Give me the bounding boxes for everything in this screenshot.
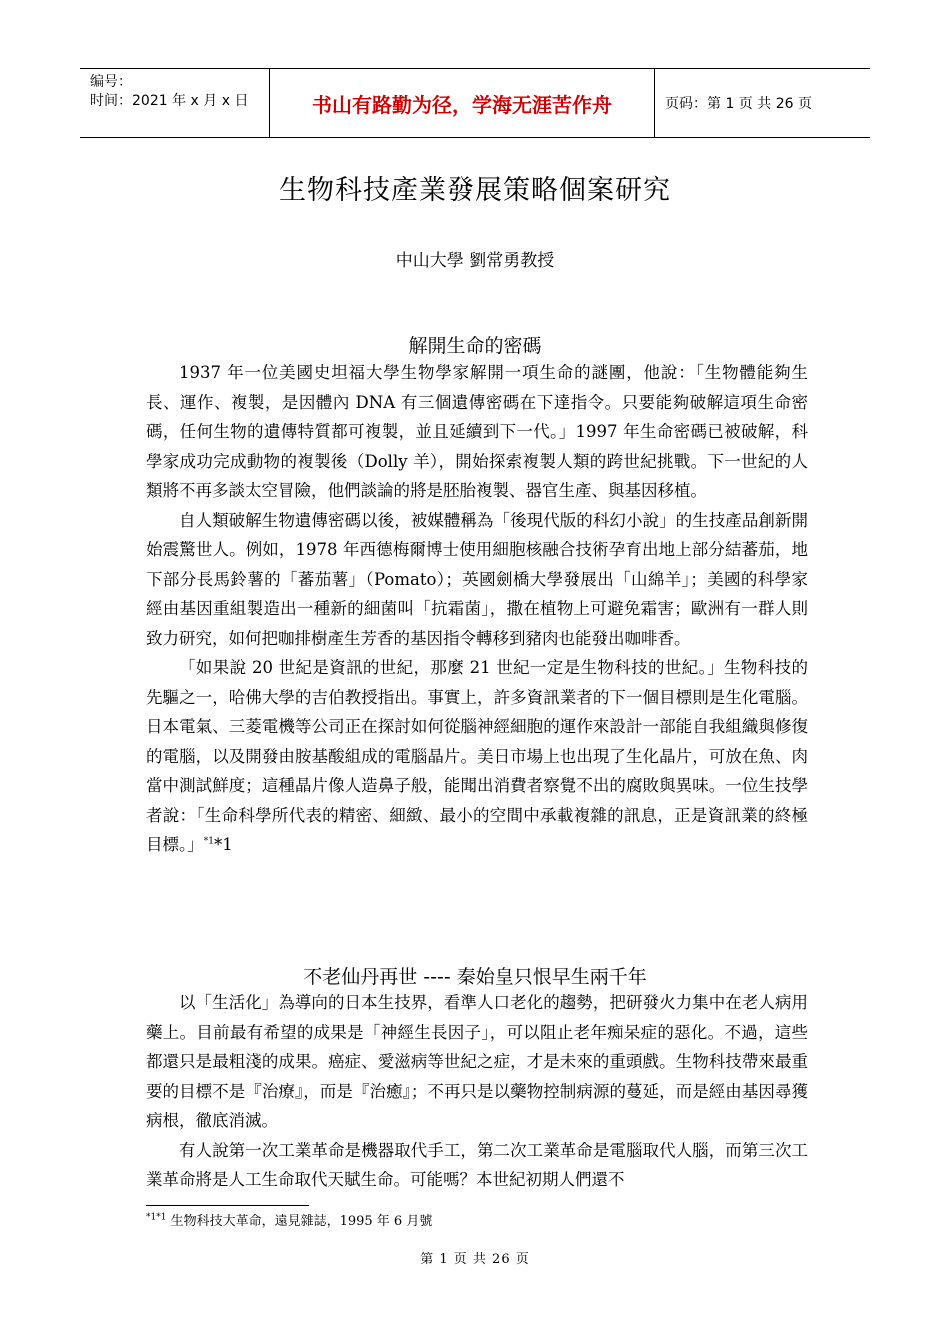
footnote-separator	[146, 1205, 309, 1206]
paragraph-text: 「如果說 20 世紀是資訊的世紀，那麼 21 世紀一定是生物科技的世紀。」生物科技的先驅之一，哈佛大學的吉伯教授指出。事實上，許多資訊業者的下一個目標則是生化電腦。日本電氣、三菱電機等公司正在探討如何從腦神經細胞的運作來設計一部能自我組織與修復的電腦，以及開發由胺基酸組成的電腦晶片。美日市場上也出現了生化晶片，可放在魚、肉當中測試鮮度；這種晶片像人造鼻子般，能聞出消費者察覺不出的腐敗與異味。一位生技學者說：「生命科學所代表的精密、細緻、最小的空間中承載複雜的訊息，正是資訊業的終極目標。」	[146, 658, 808, 854]
footnote-text: 生物科技大革命，遠見雜誌，1995 年 6 月號	[166, 1214, 433, 1229]
page-number-footer: 第 1 页 共 26 页	[420, 1252, 530, 1267]
document-time-label: 时间：2021 年 x 月 x 日	[90, 93, 249, 109]
page-header	[80, 68, 870, 138]
header-meta	[80, 69, 270, 137]
paragraph: 有人說第一次工業革命是機器取代手工，第二次工業革命是電腦取代人腦，而第三次工業革命將是人工生命取代天賦生命。可能嗎？本世紀初期人們還不	[146, 1140, 808, 1189]
paragraph: 以「生活化」為導向的日本生技界，看準人口老化的趨勢，把研發火力集中在老人病用藥上。目前最有希望的成果是「神經生長因子」，可以阻止老年痴呆症的惡化。不過，這些都還只是最粗淺的成果。癌症、愛滋病等世紀之症，才是未來的重頭戲。生物科技帶來最重要的目標不是『治療』，而是『治癒』；不再只是以藥物控制病源的蔓延，而是經由基因尋獲病根，徹底消滅。	[146, 993, 808, 1130]
document-code-label: 编号：	[90, 74, 132, 90]
section-heading-2: 不老仙丹再世 ---- 秦始皇只恨早生兩千年	[303, 966, 647, 988]
footnote-reference: *1	[213, 835, 233, 854]
document-author: 中山大學 劉常勇教授	[395, 251, 555, 271]
paragraph	[146, 653, 808, 860]
header-page-info: 页码：第 1 页 共 26 页	[665, 96, 812, 112]
paragraph: 自人類破解生物遺傳密碼以後，被媒體稱為「後現代版的科幻小說」的生技產品創新開始震驚世人。例如，1978 年西德梅爾博士使用細胞核融合技術孕育出地上部分結蕃茄，地下部分長馬鈴薯的「蕃茄薯」（Pomato）；英國劍橋大學發展出「山綿羊」；美國的科學家經由基因重組製造出一種新的細菌叫「抗霜菌」，撒在植物上可避免霜害；歐洲有一群人則致力研究，如何把咖排樹產生芳香的基因指令轉移到豬肉也能發出咖啡香。	[146, 510, 808, 648]
header-motto: 书山有路勤为径，学海无涯苦作舟	[270, 69, 655, 137]
footnote-marker: *1*1	[146, 1212, 167, 1223]
footnote	[146, 1210, 432, 1229]
section-body-2	[146, 988, 808, 1195]
section-heading-1: 解開生命的密碼	[408, 335, 542, 357]
footnote-superscript[interactable]: *1	[203, 836, 214, 847]
section-body-1	[146, 358, 808, 860]
document-title: 生物科技產業發展策略個案研究	[279, 175, 671, 206]
paragraph: 1937 年一位美國史坦福大學生物學家解開一項生命的謎團，他說：「生物體能夠生長、運作、複製，是因體內 DNA 有三個遺傳密碼在下達指令。只要能夠破解這項生命密碼，任何生物的遺傳特質都可複製，並且延續到下一代。」1997 年生命密碼已被破解，科學家成功完成動物的複製後（Dolly 羊），開始探索複製人類的跨世紀挑戰。下一世紀的人類將不再多談太空冒險，他們談論的將是胚胎複製、器官生產、與基因移植。	[146, 363, 808, 500]
